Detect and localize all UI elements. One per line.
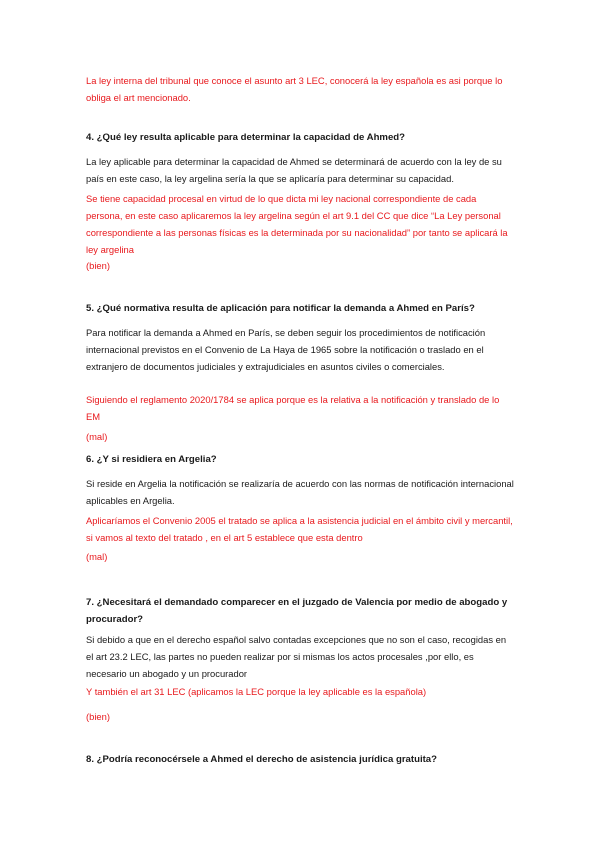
question-heading: 4. ¿Qué ley resulta aplicable para determinar la capacidad de Ahmed? xyxy=(86,132,406,143)
red-answer-text: Aplicaríamos el Convenio 2005 el tratado se aplica a la asistencia judicial en el ámbito civil y mercantil, si vamos al texto del tratado , en el art 5 establece que esta dentro xyxy=(86,515,513,543)
red-answer-text: (bien) xyxy=(86,711,110,722)
answer-paragraph: Si debido a que en el derecho español salvo contadas excepciones que no son el caso, recogidas en el art 23.2 LEC, las partes no pueden realizar por si mismas los actos procesales ,por ello, es necesario un abogado y un procurador xyxy=(86,634,507,679)
red-answer-text: (mal) xyxy=(86,551,108,562)
red-answer-text: La ley interna del tribunal que conoce el asunto art 3 LEC, conocerá la ley española es asi porque lo obliga el art mencionado. xyxy=(86,75,503,103)
question-heading: 8. ¿Podría reconocérsele a Ahmed el derecho de asistencia jurídica gratuita? xyxy=(86,754,438,765)
question-heading: 5. ¿Qué normativa resulta de aplicación para notificar la demanda a Ahmed en París? xyxy=(86,303,475,314)
answer-paragraph: La ley aplicable para determinar la capacidad de Ahmed se determinará de acuerdo con la ley de su país en este caso, la ley argelina sería la que se aplicaría para determinar su capacidad. xyxy=(86,156,502,184)
answer-paragraph: Si reside en Argelia la notificación se realizaría de acuerdo con las normas de notificación internacional aplicables en Argelia. xyxy=(86,478,514,506)
red-answer-text: (bien) xyxy=(86,260,110,271)
red-answer-text: Siguiendo el reglamento 2020/1784 se aplica porque es la relativa a la notificación y translado de lo EM xyxy=(86,394,500,422)
question-heading: 7. ¿Necesitará el demandado comparecer en el juzgado de Valencia por medio de abogado y procurador? xyxy=(86,597,508,625)
answer-paragraph: Para notificar la demanda a Ahmed en París, se deben seguir los procedimientos de notificación internacional previstos en el Convenio de La Haya de 1965 sobre la notificación o traslado en el extranjero de documentos judiciales y extrajudiciales en asuntos civiles o comerciales. xyxy=(86,327,486,372)
red-answer-text: (mal) xyxy=(86,431,108,442)
red-answer-text: Y también el art 31 LEC (aplicamos la LEC porque la ley aplicable es la española) xyxy=(86,686,427,697)
red-answer-text: Se tiene capacidad procesal en virtud de lo que dicta mi ley nacional correspondiente de cada persona, en este caso aplicaremos la ley argelina según el art 9.1 del CC que dice “La Ley personal correspondiente a las personas físicas es la determinada por su nacionalidad” por tanto se aplicará la ley argelina xyxy=(86,193,508,255)
question-heading: 6. ¿Y si residiera en Argelia? xyxy=(86,454,217,465)
